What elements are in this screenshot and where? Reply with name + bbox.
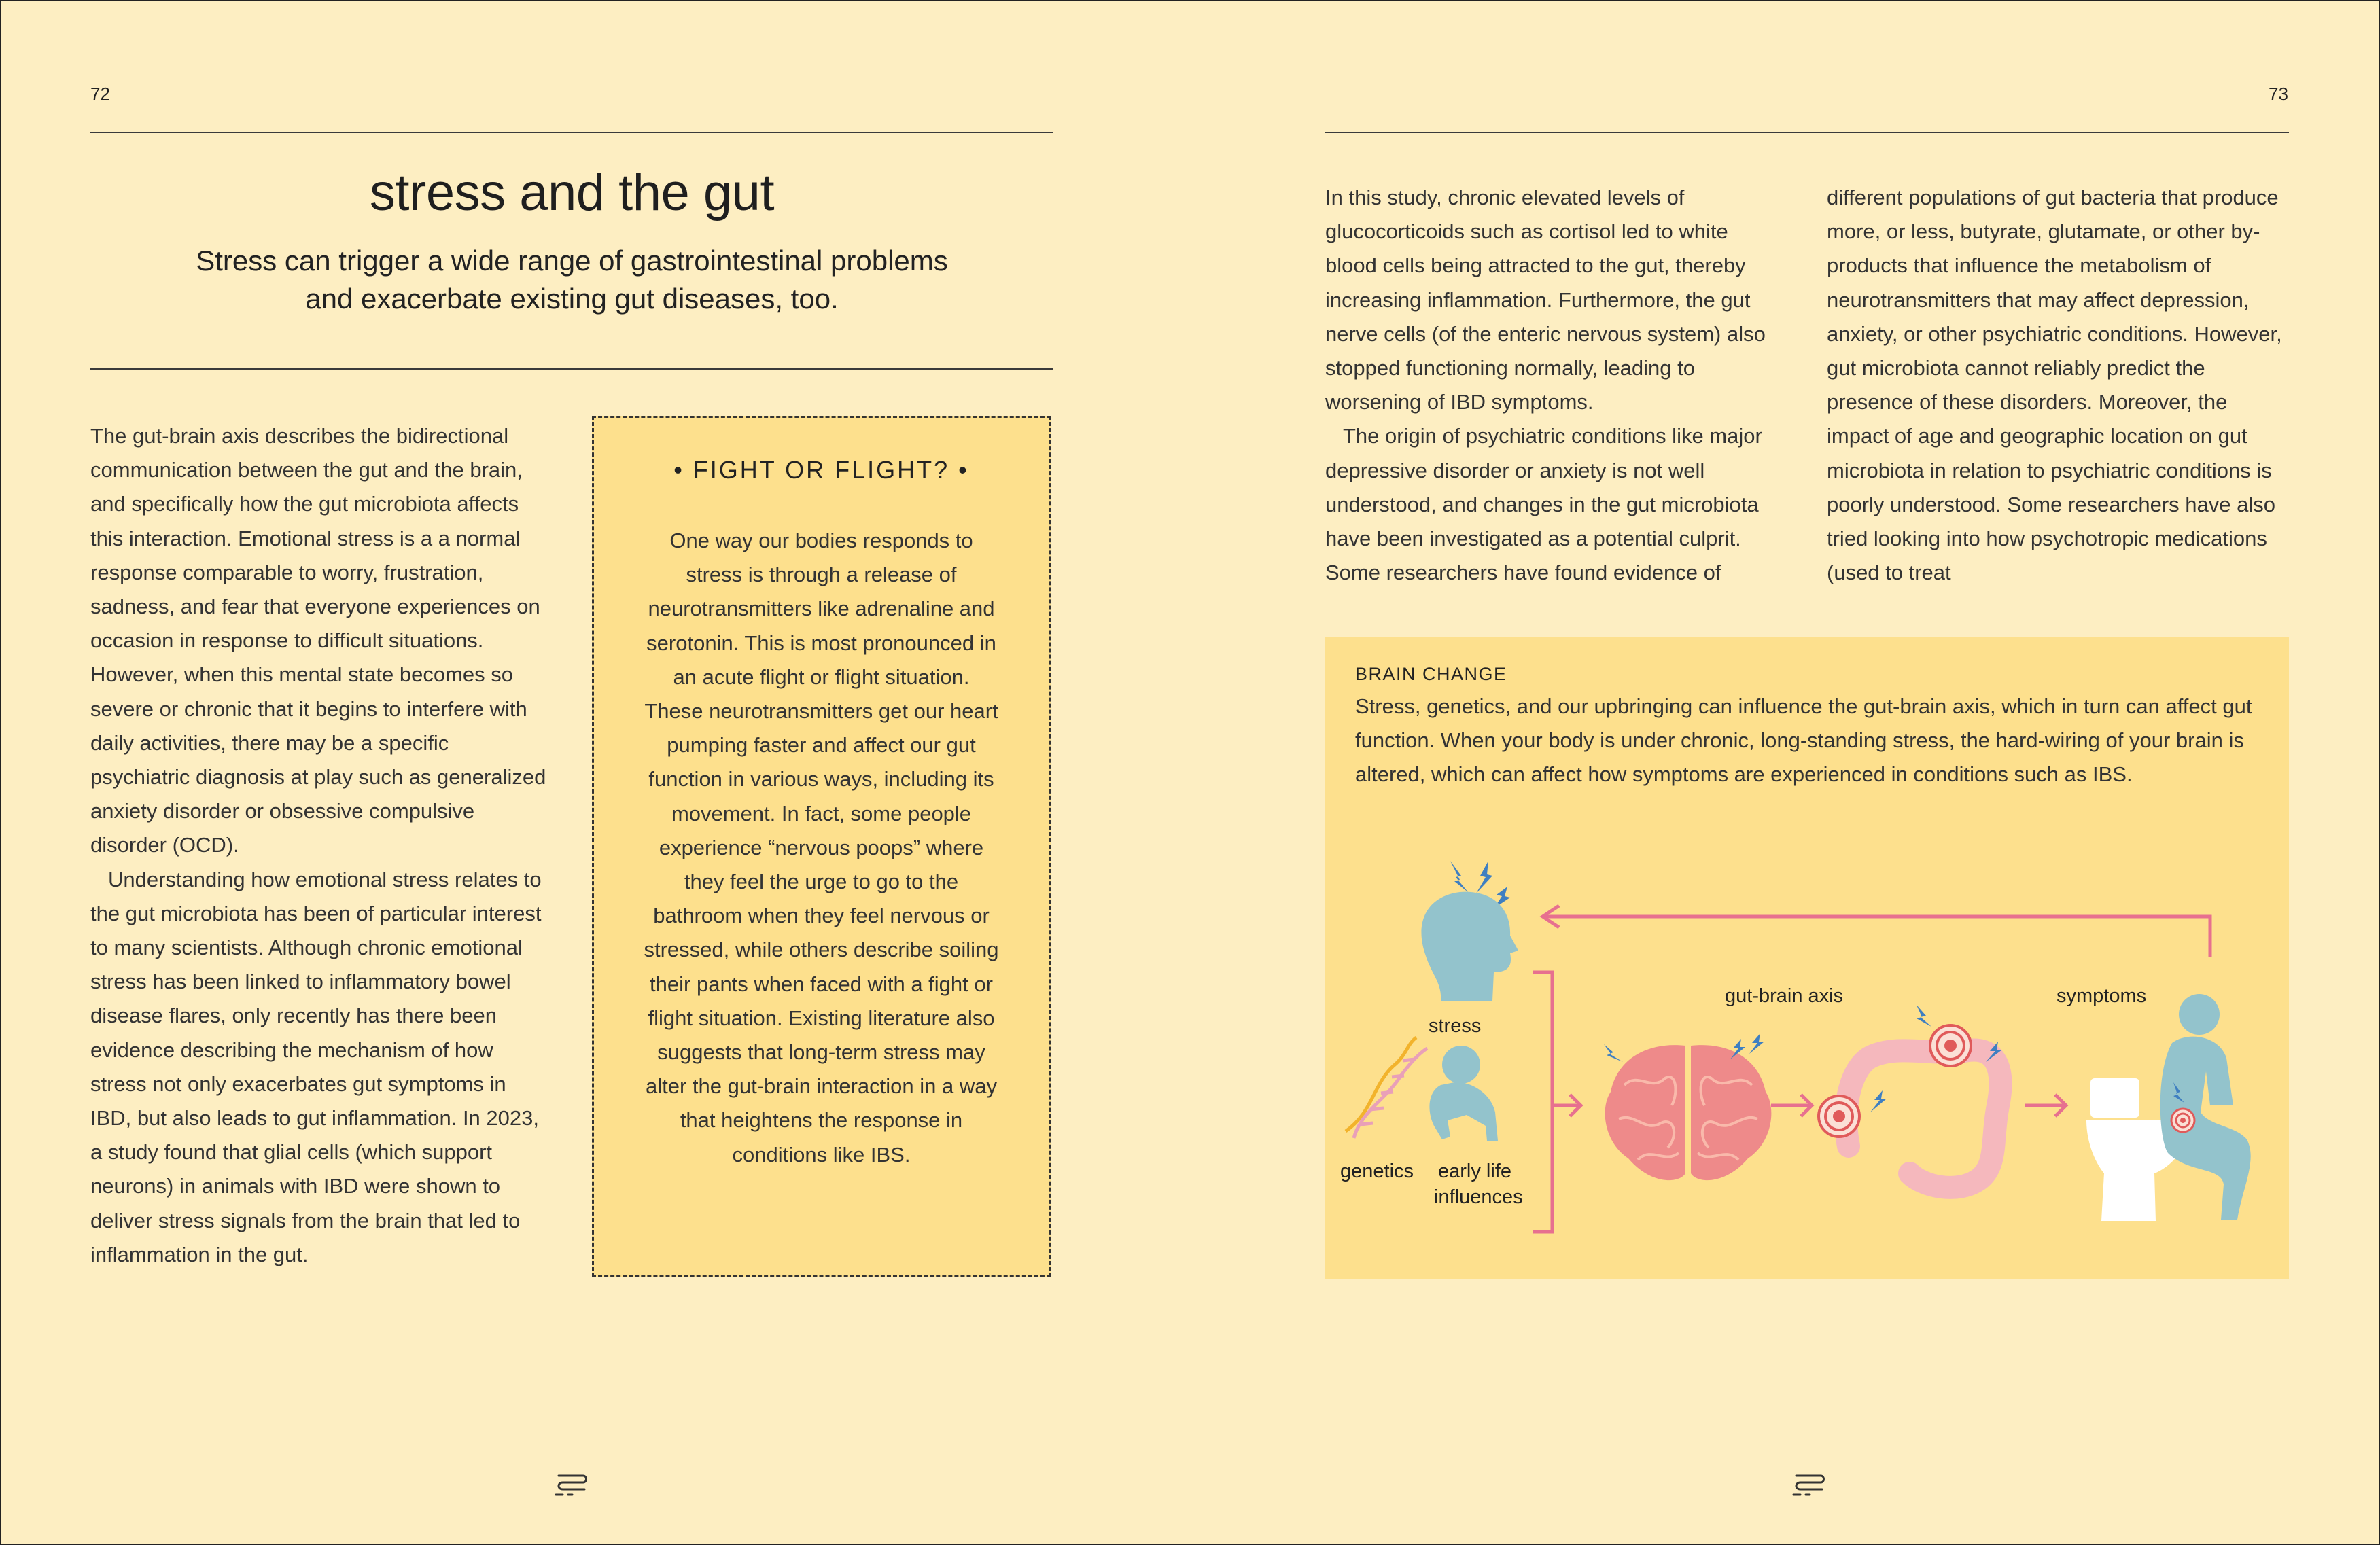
gut-brain-illustration xyxy=(1325,637,2289,1279)
person-on-toilet-icon xyxy=(2160,994,2251,1220)
brain-change-figure xyxy=(1325,637,2289,1279)
figure-caption: Stress, genetics, and our upbringing can influence the gut-brain axis, which in turn can affect gut function. When your body is under chronic, long-standing stress, the hard-wiring of your brain is altered, which can affect how symptoms are experienced in conditions such as IBS. xyxy=(1355,694,2252,787)
sidebar-body: One way our bodies responds to stress is through a release of neurotransmitters like adrenaline and serotonin. This is most pronounced in an acute flight or flight situation. These neurotransmitters get our heart pumping faster and affect our gut function in various ways, including its movement. In fact, some people experience “nervous poops” where they feel the urge to go to the bathroom when they feel nervous or stressed, while others describe soiling their pants when faced with a fight or flight situation. Existing literature also suggests that long-term stress may alter the gut-brain interaction in a way that heightens the response in conditions like IBS. xyxy=(644,529,999,1167)
left-body-column xyxy=(90,419,549,1272)
top-rule-right xyxy=(1325,132,2289,133)
gut-logo-icon xyxy=(552,1468,593,1502)
top-rule-left xyxy=(90,132,1053,133)
page-title: stress and the gut xyxy=(369,164,775,221)
label-stress: stress xyxy=(1429,1015,1482,1037)
page-number-right: 73 xyxy=(2269,84,2288,104)
body-paragraph: Understanding how emotional stress relates to the gut microbiota has been of particular interest to many scientists. Although chronic emotional stress has been linked to inflammatory bowel disease flares, only recently has there been evidence describing the mechanism of how stress not only exacerbates gut symptoms in IBD, but also leads to gut inflammation. In 2023, a study found that glial cells (which support neurons) in animals with IBD were shown to deliver stress signals from the brain that led to inflammation in the gut. xyxy=(90,867,542,1266)
right-body-column-2 xyxy=(1827,181,2286,590)
sidebar-title: • FIGHT OR FLIGHT? • xyxy=(673,456,969,484)
arrow-to-gut xyxy=(1771,1095,1812,1116)
pain-target-icon xyxy=(1930,1025,1971,1066)
page-subtitle: Stress can trigger a wide range of gastrointestinal problems and exacerbate existing gut diseases, too. xyxy=(196,245,948,315)
pain-target-icon xyxy=(1819,1096,1859,1137)
label-gut-brain-axis: gut-brain axis xyxy=(1725,985,1844,1007)
body-paragraph: different populations of gut bacteria that produce more, or less, butyrate, glutamate, or other by-products that influence the metabolism of neurotransmitters that may affect depression, anxiety, or other psychiatric conditions. However, gut microbiota cannot reliably predict the presence of these disorders. Moreover, the impact of age and geographic location on gut microbiota in relation to psychiatric conditions is poorly understood. Some researchers have also tried looking into how psychotropic medications (used to treat xyxy=(1827,185,2282,585)
pain-target-icon xyxy=(2171,1109,2194,1132)
dna-icon xyxy=(1346,1037,1427,1138)
page-number-left: 72 xyxy=(90,84,110,104)
intestine-icon xyxy=(1846,1050,2000,1187)
body-paragraph: The origin of psychiatric conditions like major depressive disorder or anxiety is not well understood, and changes in the gut microbiota have been investigated as a potential culprit. Some researchers have found evidence of xyxy=(1325,424,1762,585)
inputs-bracket xyxy=(1533,972,1581,1232)
right-body-column-1 xyxy=(1325,181,1784,590)
label-influences: influences xyxy=(1434,1186,1523,1208)
fight-or-flight-sidebar xyxy=(592,416,1051,1277)
gut-logo-icon xyxy=(1789,1468,1830,1502)
brain-icon xyxy=(1605,1045,1772,1180)
baby-icon xyxy=(1429,1046,1498,1141)
subtitle-rule xyxy=(90,368,1053,370)
feedback-arrow xyxy=(1543,906,2210,957)
arrow-to-symptoms xyxy=(2025,1095,2066,1116)
body-paragraph: In this study, chronic elevated levels of glucocorticoids such as cortisol led to white blood cells being attracted to the gut, thereby increasing inflammation. Furthermore, the gut nerve cells (of the enteric nervous system) also stopped functioning normally, leading to worsening of IBD symptoms. xyxy=(1325,185,1766,414)
label-early-life: early life xyxy=(1438,1160,1511,1182)
figure-label: BRAIN CHANGE xyxy=(1355,664,1507,684)
label-symptoms: symptoms xyxy=(2057,985,2147,1007)
body-paragraph: The gut-brain axis describes the bidirectional communication between the gut and the brain, and specifically how the gut microbiota affects this interaction. Emotional stress is a a normal response comparable to worry, frustration, sadness, and fear that everyone experiences on occasion in response to difficult situations. However, when this mental state becomes so severe or chronic that it begins to interfere with daily activities, there may be a specific psychiatric diagnosis at play such as generalized anxiety disorder or obsessive compulsive disorder (OCD). xyxy=(90,424,546,857)
label-genetics: genetics xyxy=(1340,1160,1414,1182)
stressed-head-icon xyxy=(1421,892,1518,1001)
